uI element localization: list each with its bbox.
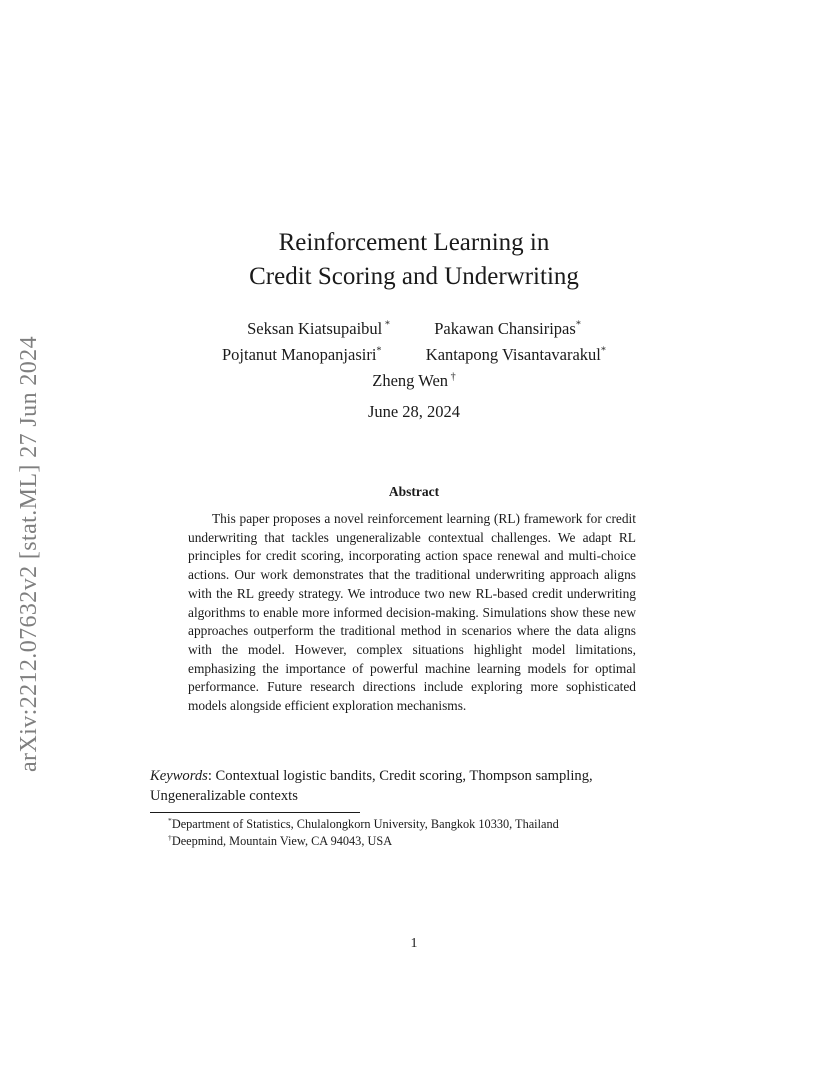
author-name: Seksan Kiatsupaibul — [247, 319, 383, 338]
keywords — [150, 766, 680, 806]
keywords-label: Keywords — [150, 768, 208, 784]
author-name: Pakawan Chansiripas — [434, 319, 576, 338]
author-row-1 — [0, 316, 828, 342]
author-affiliation-mark: * — [376, 345, 382, 357]
paper-title — [0, 226, 828, 294]
abstract-text: This paper proposes a novel reinforcement learning (RL) framework for credit underwriting that tackles ungeneralizable contextual challenges. We adapt RL principles for credit scoring, incorporating action space renewal and multi-choice actions. Our work demonstrates that the traditional underwriting approach aligns with the RL greedy strategy. We introduce two new RL-based credit underwriting algorithms to enable more informed decision-making. Simulations show these new approaches outperform the traditional method in scenarios where the data aligns with the model. However, complex situations highlight model limitations, emphasizing the importance of powerful machine learning models for optimal performance. Future research directions include exploring more sophisticated models alongside efficient exploration mechanisms. — [188, 511, 636, 714]
author-affiliation-mark: * — [382, 319, 390, 331]
author-name: Zheng Wen — [372, 371, 449, 390]
keywords-text: : Contextual logistic bandits, Credit scoring, Thompson sampling, Ungeneralizable contexts — [150, 768, 593, 804]
page-number: 1 — [410, 936, 418, 951]
title-line-2: Credit Scoring and Underwriting — [249, 263, 579, 290]
arxiv-identifier-stamp: arXiv:2212.07632v2 [stat.ML] 27 Jun 2024 — [16, 336, 42, 772]
footnote-mark: † — [168, 832, 172, 842]
author-row-3 — [0, 368, 828, 394]
author-row-2 — [0, 342, 828, 368]
publication-date: June 28, 2024 — [367, 402, 461, 421]
author-name: Kantapong Visantavarakul — [425, 345, 601, 364]
author-name: Pojtanut Manopanjasiri — [221, 345, 377, 364]
author-affiliation-mark: * — [600, 345, 607, 357]
footnotes — [168, 816, 688, 850]
footnote — [168, 833, 688, 850]
footnote-divider — [150, 812, 360, 813]
footnote-mark: * — [168, 815, 172, 825]
footnote-text: Department of Statistics, Chulalongkorn University, Bangkok 10330, Thailand — [171, 817, 559, 831]
footnote — [168, 816, 688, 833]
title-line-1: Reinforcement Learning in — [278, 229, 550, 256]
footnote-text: Deepmind, Mountain View, CA 94043, USA — [171, 834, 393, 848]
author-list — [0, 316, 828, 394]
author-affiliation-mark: † — [448, 371, 456, 383]
abstract-heading: Abstract — [388, 484, 440, 499]
author-affiliation-mark: * — [575, 319, 581, 331]
